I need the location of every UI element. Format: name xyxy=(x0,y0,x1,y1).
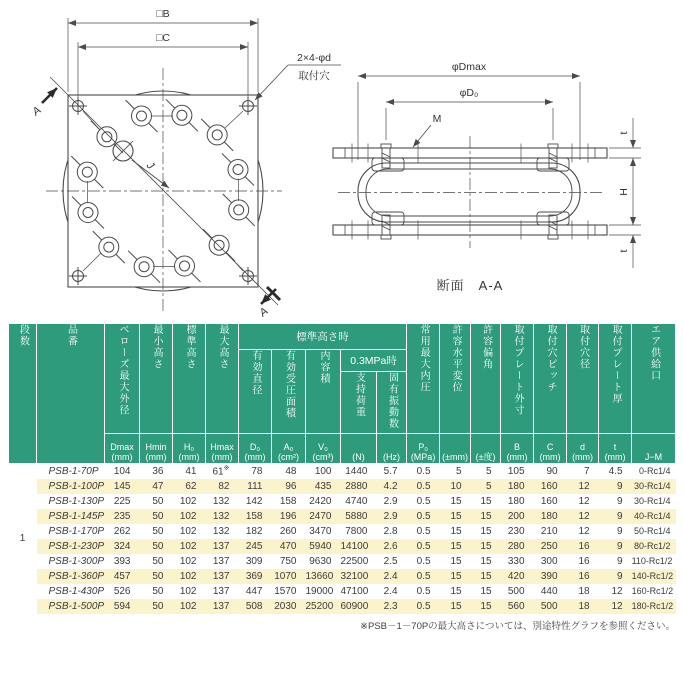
value-cell: 15 xyxy=(450,600,462,612)
part-number-cell: PSB-1-170P xyxy=(48,525,105,537)
value-cell: 5940 xyxy=(309,540,332,552)
technical-drawings xyxy=(0,0,683,318)
part-number-cell: PSB-1-360P xyxy=(48,570,105,582)
value-cell: 137 xyxy=(212,600,230,612)
value-cell: 5880 xyxy=(345,510,368,522)
col-header-eff-area: 有効受圧面積 xyxy=(272,350,306,434)
value-cell: 0.5 xyxy=(416,525,431,537)
table-row xyxy=(9,509,676,524)
value-cell: 15 xyxy=(450,495,462,507)
value-cell: 390 xyxy=(540,570,558,582)
unit-pm-deg: (±度) xyxy=(471,433,501,463)
value-cell: 62 xyxy=(185,480,197,492)
value-cell: 15 xyxy=(450,585,462,597)
value-cell: 50 xyxy=(152,555,164,567)
value-cell: 457 xyxy=(113,570,131,582)
value-cell: 50 xyxy=(152,570,164,582)
value-cell: 30-Rc1/4 xyxy=(634,481,671,491)
value-cell: 102 xyxy=(179,510,197,522)
value-cell: 50-Rc1/4 xyxy=(634,526,671,536)
value-cell: 102 xyxy=(179,555,197,567)
col-header-nat-frequency: 固有振動数 xyxy=(377,372,407,434)
value-cell: 50 xyxy=(152,600,164,612)
col-header-hole-pitch: 取付穴ピッチ xyxy=(534,324,567,434)
part-number-cell: PSB-1-145P xyxy=(48,510,105,522)
unit-a0: A₀ (cm²) xyxy=(272,433,306,463)
value-cell: 15 xyxy=(480,555,492,567)
value-cell: 102 xyxy=(179,540,197,552)
value-cell: 160 xyxy=(540,495,558,507)
value-cell: 36 xyxy=(152,465,164,477)
value-cell: 2420 xyxy=(309,495,332,507)
col-header-load: 支持荷重 xyxy=(341,372,377,434)
value-cell: 132 xyxy=(212,510,230,522)
value-cell: 40-Rc1/4 xyxy=(634,511,671,521)
col-header-eff-dia: 有効直径 xyxy=(239,350,272,434)
unit-n: (N) xyxy=(341,433,377,463)
table-row xyxy=(9,463,676,479)
value-cell: 111 xyxy=(247,480,263,492)
value-cell: 508 xyxy=(245,600,263,612)
value-cell: 25200 xyxy=(305,600,334,612)
unit-pm-mm: (±mm) xyxy=(440,433,471,463)
part-number-cell: PSB-1-230P xyxy=(48,540,105,552)
col-header-air-port: エア供給口 xyxy=(632,324,676,434)
col-header-stages: 段数 xyxy=(9,324,37,464)
value-cell: 16 xyxy=(578,540,590,552)
value-cell: 210 xyxy=(540,525,558,537)
value-cell: 12 xyxy=(578,495,590,507)
value-cell: 13660 xyxy=(305,570,334,582)
value-cell: 526 xyxy=(113,585,131,597)
unit-t: t (mm) xyxy=(599,433,632,463)
table-row xyxy=(9,599,676,614)
value-cell: 96 xyxy=(285,480,297,492)
value-cell: 9 xyxy=(617,480,623,492)
value-cell: 2.3 xyxy=(383,600,398,612)
value-cell: 2.4 xyxy=(383,585,398,597)
value-cell: 369 xyxy=(245,570,263,582)
value-cell: 15 xyxy=(480,540,492,552)
value-cell: 142 xyxy=(245,495,263,507)
value-cell: 50 xyxy=(152,495,164,507)
table-row xyxy=(9,524,676,539)
value-cell: 18 xyxy=(578,585,590,597)
value-cell: 4.5 xyxy=(608,465,623,477)
value-cell: 50 xyxy=(152,540,164,552)
value-cell: 280 xyxy=(507,540,525,552)
value-cell: 4.2 xyxy=(383,480,398,492)
value-cell: 0.5 xyxy=(416,555,431,567)
col-header-volume: 内容積 xyxy=(306,350,341,434)
value-cell: 158 xyxy=(245,510,263,522)
value-cell: 2.9 xyxy=(383,495,398,507)
spec-table xyxy=(8,323,676,614)
value-cell: 2.5 xyxy=(383,555,398,567)
part-number-cell: PSB-1-430P xyxy=(48,585,105,597)
unit-b: B (mm) xyxy=(501,433,534,463)
value-cell: 14100 xyxy=(340,540,369,552)
value-cell: 420 xyxy=(507,570,525,582)
value-cell: 158 xyxy=(279,495,297,507)
value-cell: 5 xyxy=(486,465,492,477)
value-cell: 102 xyxy=(179,525,197,537)
value-cell: 137 xyxy=(212,540,230,552)
value-cell: 594 xyxy=(113,600,131,612)
value-cell: 47 xyxy=(152,480,164,492)
value-cell: 4740 xyxy=(345,495,368,507)
dim-b-label: □B xyxy=(156,8,170,20)
value-cell: 440 xyxy=(540,585,558,597)
spec-table-body xyxy=(9,463,676,614)
value-cell: 140-Rc1/2 xyxy=(631,571,674,581)
value-cell: 230 xyxy=(507,525,525,537)
value-cell: 132 xyxy=(212,525,230,537)
part-number-cell: PSB-1-300P xyxy=(48,555,105,567)
value-cell: 15 xyxy=(480,570,492,582)
dim-h-label: H xyxy=(618,188,630,196)
value-cell: 16 xyxy=(578,570,590,582)
value-cell: 160 xyxy=(540,480,558,492)
unit-hmax: Hmax (mm) xyxy=(206,433,239,463)
hole-callout-line1: 2×4-φd xyxy=(297,52,331,64)
value-cell: 30-Rc1/4 xyxy=(634,496,671,506)
value-cell: 15 xyxy=(480,600,492,612)
part-number-cell: PSB-1-100P xyxy=(48,480,105,492)
unit-v0: V₀ (cm³) xyxy=(306,433,341,463)
dim-d0-label: φD₀ xyxy=(459,87,479,99)
value-cell: 90 xyxy=(546,465,558,477)
value-cell: 330 xyxy=(507,555,525,567)
dim-t-top-label: t xyxy=(618,131,630,135)
col-header-bellows-max-od: ベローズ最大外径 xyxy=(105,324,140,434)
value-cell: 137 xyxy=(212,570,230,582)
group-header-std-height: 標準高さ時 xyxy=(239,324,407,350)
value-cell: 9 xyxy=(617,495,623,507)
table-row xyxy=(9,494,676,509)
value-cell: 60900 xyxy=(340,600,369,612)
value-cell: 235 xyxy=(113,510,131,522)
value-cell: 180 xyxy=(540,510,558,522)
value-cell: 137 xyxy=(212,555,230,567)
value-cell: 2880 xyxy=(345,480,368,492)
value-cell: 9 xyxy=(617,570,623,582)
value-cell: 19000 xyxy=(305,585,334,597)
value-cell: 2470 xyxy=(309,510,332,522)
value-cell: 2.8 xyxy=(383,525,398,537)
value-cell: 180-Rc1/2 xyxy=(631,601,674,611)
value-cell: 18 xyxy=(578,600,590,612)
col-header-max-pressure: 常用最大内圧 xyxy=(407,324,440,434)
value-cell: 102 xyxy=(179,570,197,582)
value-cell: 15 xyxy=(450,510,462,522)
value-cell: 182 xyxy=(245,525,263,537)
value-cell: 1070 xyxy=(274,570,297,582)
value-cell: 15 xyxy=(450,525,462,537)
value-cell: 3470 xyxy=(309,525,332,537)
value-cell: 0.5 xyxy=(416,600,431,612)
section-arrow-bottom xyxy=(261,289,276,304)
value-cell: 393 xyxy=(113,555,131,567)
value-cell: 262 xyxy=(113,525,131,537)
part-number-cell: PSB-1-70P xyxy=(48,465,99,477)
value-cell: 5.7 xyxy=(383,465,398,477)
col-header-part-number: 品番 xyxy=(37,324,105,464)
table-row xyxy=(9,569,676,584)
value-cell: 78 xyxy=(251,465,263,477)
value-cell: 32100 xyxy=(340,570,369,582)
section-label-top: A xyxy=(30,104,44,119)
value-cell: 102 xyxy=(179,495,197,507)
value-cell: 41 xyxy=(185,465,197,477)
value-cell: 15 xyxy=(480,585,492,597)
value-cell: 137 xyxy=(212,585,230,597)
col-header-min-height: 最小高さ xyxy=(140,324,173,434)
value-cell: 102 xyxy=(179,585,197,597)
value-cell: 180 xyxy=(507,495,525,507)
value-cell: 5 xyxy=(486,480,492,492)
value-cell: 104 xyxy=(113,465,131,477)
value-cell: 10 xyxy=(450,480,462,492)
value-cell: 15 xyxy=(480,510,492,522)
value-cell: 145 xyxy=(113,480,131,492)
unit-jm: J−M xyxy=(632,433,676,463)
value-cell: 12 xyxy=(611,600,623,612)
dim-t-bottom-label: t xyxy=(618,249,630,253)
table-row xyxy=(9,539,676,554)
table-row xyxy=(9,479,676,494)
value-cell: 0.5 xyxy=(416,570,431,582)
value-cell: 5 xyxy=(456,465,462,477)
value-cell: 750 xyxy=(279,555,297,567)
col-header-hole-dia: 取付穴径 xyxy=(567,324,599,434)
value-cell: 225 xyxy=(113,495,131,507)
value-cell: 47100 xyxy=(340,585,369,597)
value-cell: 0.5 xyxy=(416,510,431,522)
value-cell: 160-Rc1/2 xyxy=(631,586,674,596)
unit-d: d (mm) xyxy=(567,433,599,463)
value-cell: 15 xyxy=(480,495,492,507)
value-cell: 500 xyxy=(507,585,525,597)
value-cell: 12 xyxy=(611,585,623,597)
value-cell: 16 xyxy=(578,555,590,567)
value-cell: 15 xyxy=(480,525,492,537)
col-header-plate-outer: 取付プレート外寸 xyxy=(501,324,534,434)
value-cell: 0-Rc1/4 xyxy=(639,466,671,476)
part-number-cell: PSB-1-130P xyxy=(48,495,105,507)
value-cell: 0.5 xyxy=(416,585,431,597)
unit-hmin: Hmin (mm) xyxy=(140,433,173,463)
value-cell: 0.5 xyxy=(416,495,431,507)
section-view-drawing xyxy=(333,61,641,293)
value-cell: 2.9 xyxy=(383,510,398,522)
value-cell: 12 xyxy=(578,525,590,537)
col-header-std-height: 標準高さ xyxy=(173,324,206,434)
value-cell: 105 xyxy=(507,465,525,477)
value-cell: 0.5 xyxy=(416,480,431,492)
section-caption: 断面 A-A xyxy=(436,278,504,293)
dim-c-label: □C xyxy=(156,32,170,44)
value-cell: 196 xyxy=(279,510,297,522)
value-cell: 50 xyxy=(152,510,164,522)
value-cell: 200 xyxy=(507,510,525,522)
unit-p0: P₀ (MPa) xyxy=(407,433,440,463)
value-cell: 245 xyxy=(245,540,263,552)
value-cell: 7800 xyxy=(345,525,368,537)
plan-view-drawing xyxy=(29,8,341,318)
unit-hz: (Hz) xyxy=(377,433,407,463)
value-cell: 50 xyxy=(152,585,164,597)
value-cell: 500 xyxy=(540,600,558,612)
value-cell: 9630 xyxy=(309,555,332,567)
value-cell: 48 xyxy=(285,465,297,477)
col-header-horiz-displacement: 許容水平変位 xyxy=(440,324,471,434)
dim-b xyxy=(68,18,258,92)
unit-h0: H₀ (mm) xyxy=(173,433,206,463)
value-cell: 180 xyxy=(507,480,525,492)
value-cell: 9 xyxy=(617,525,623,537)
footnote: ※PSB－1－70Pの最大高さについては、別途特性グラフを参照ください。 xyxy=(360,620,675,632)
hole-callout-line2: 取付穴 xyxy=(298,70,330,82)
value-cell: 260 xyxy=(279,525,297,537)
unit-d0: D₀ (mm) xyxy=(239,433,272,463)
value-cell: 0.5 xyxy=(416,540,431,552)
value-cell: 2.6 xyxy=(383,540,398,552)
value-cell: 309 xyxy=(245,555,263,567)
value-cell: 82 xyxy=(218,480,230,492)
value-cell: 2.4 xyxy=(383,570,398,582)
value-cell: 15 xyxy=(450,540,462,552)
table-row xyxy=(9,554,676,569)
value-cell: 250 xyxy=(540,540,558,552)
value-cell: 324 xyxy=(113,540,131,552)
unit-dmax: Dmax (mm) xyxy=(105,433,140,463)
value-cell: 110-Rc1/2 xyxy=(631,556,673,566)
part-number-cell: PSB-1-500P xyxy=(48,600,105,612)
col-header-max-height: 最大高さ xyxy=(206,324,239,434)
col-header-allowable-angle: 許容偏角 xyxy=(471,324,501,434)
value-cell: 9 xyxy=(617,540,623,552)
value-cell: 15 xyxy=(450,555,462,567)
stage-count-cell: 1 xyxy=(19,533,26,544)
value-cell: 300 xyxy=(540,555,558,567)
value-cell: 9 xyxy=(617,510,623,522)
thread-label: M xyxy=(432,113,442,125)
section-label-bottom: A xyxy=(257,305,271,318)
value-cell: 12 xyxy=(578,510,590,522)
group-header-03mpa: 0.3MPa時 xyxy=(341,350,407,372)
value-cell: 50 xyxy=(152,525,164,537)
dim-dmax-label: φDmax xyxy=(451,61,487,73)
value-cell: 0.5 xyxy=(416,465,431,477)
section-arrow-top xyxy=(42,88,57,103)
value-cell: 1440 xyxy=(345,465,368,477)
value-cell: 470 xyxy=(279,540,297,552)
thread-leader xyxy=(413,125,431,147)
value-cell: 7 xyxy=(584,465,590,477)
value-cell: 80-Rc1/2 xyxy=(634,541,671,551)
value-cell: 132 xyxy=(212,495,230,507)
value-cell: 560 xyxy=(507,600,525,612)
value-cell: 102 xyxy=(179,600,197,612)
value-cell: 2030 xyxy=(274,600,297,612)
value-cell: 9 xyxy=(617,555,623,567)
value-cell: 447 xyxy=(245,585,263,597)
j-dimension-label: J xyxy=(143,159,157,173)
value-cell: 61※ xyxy=(212,465,230,478)
value-cell: 12 xyxy=(578,480,590,492)
value-cell: 435 xyxy=(314,480,332,492)
value-cell: 22500 xyxy=(340,555,369,567)
unit-c: C (mm) xyxy=(534,433,567,463)
col-header-plate-thickness: 取付プレート厚 xyxy=(599,324,632,434)
value-cell: 15 xyxy=(450,570,462,582)
table-row xyxy=(9,584,676,599)
value-cell: 100 xyxy=(314,465,332,477)
value-cell: 1570 xyxy=(274,585,297,597)
dim-d0 xyxy=(386,102,553,140)
